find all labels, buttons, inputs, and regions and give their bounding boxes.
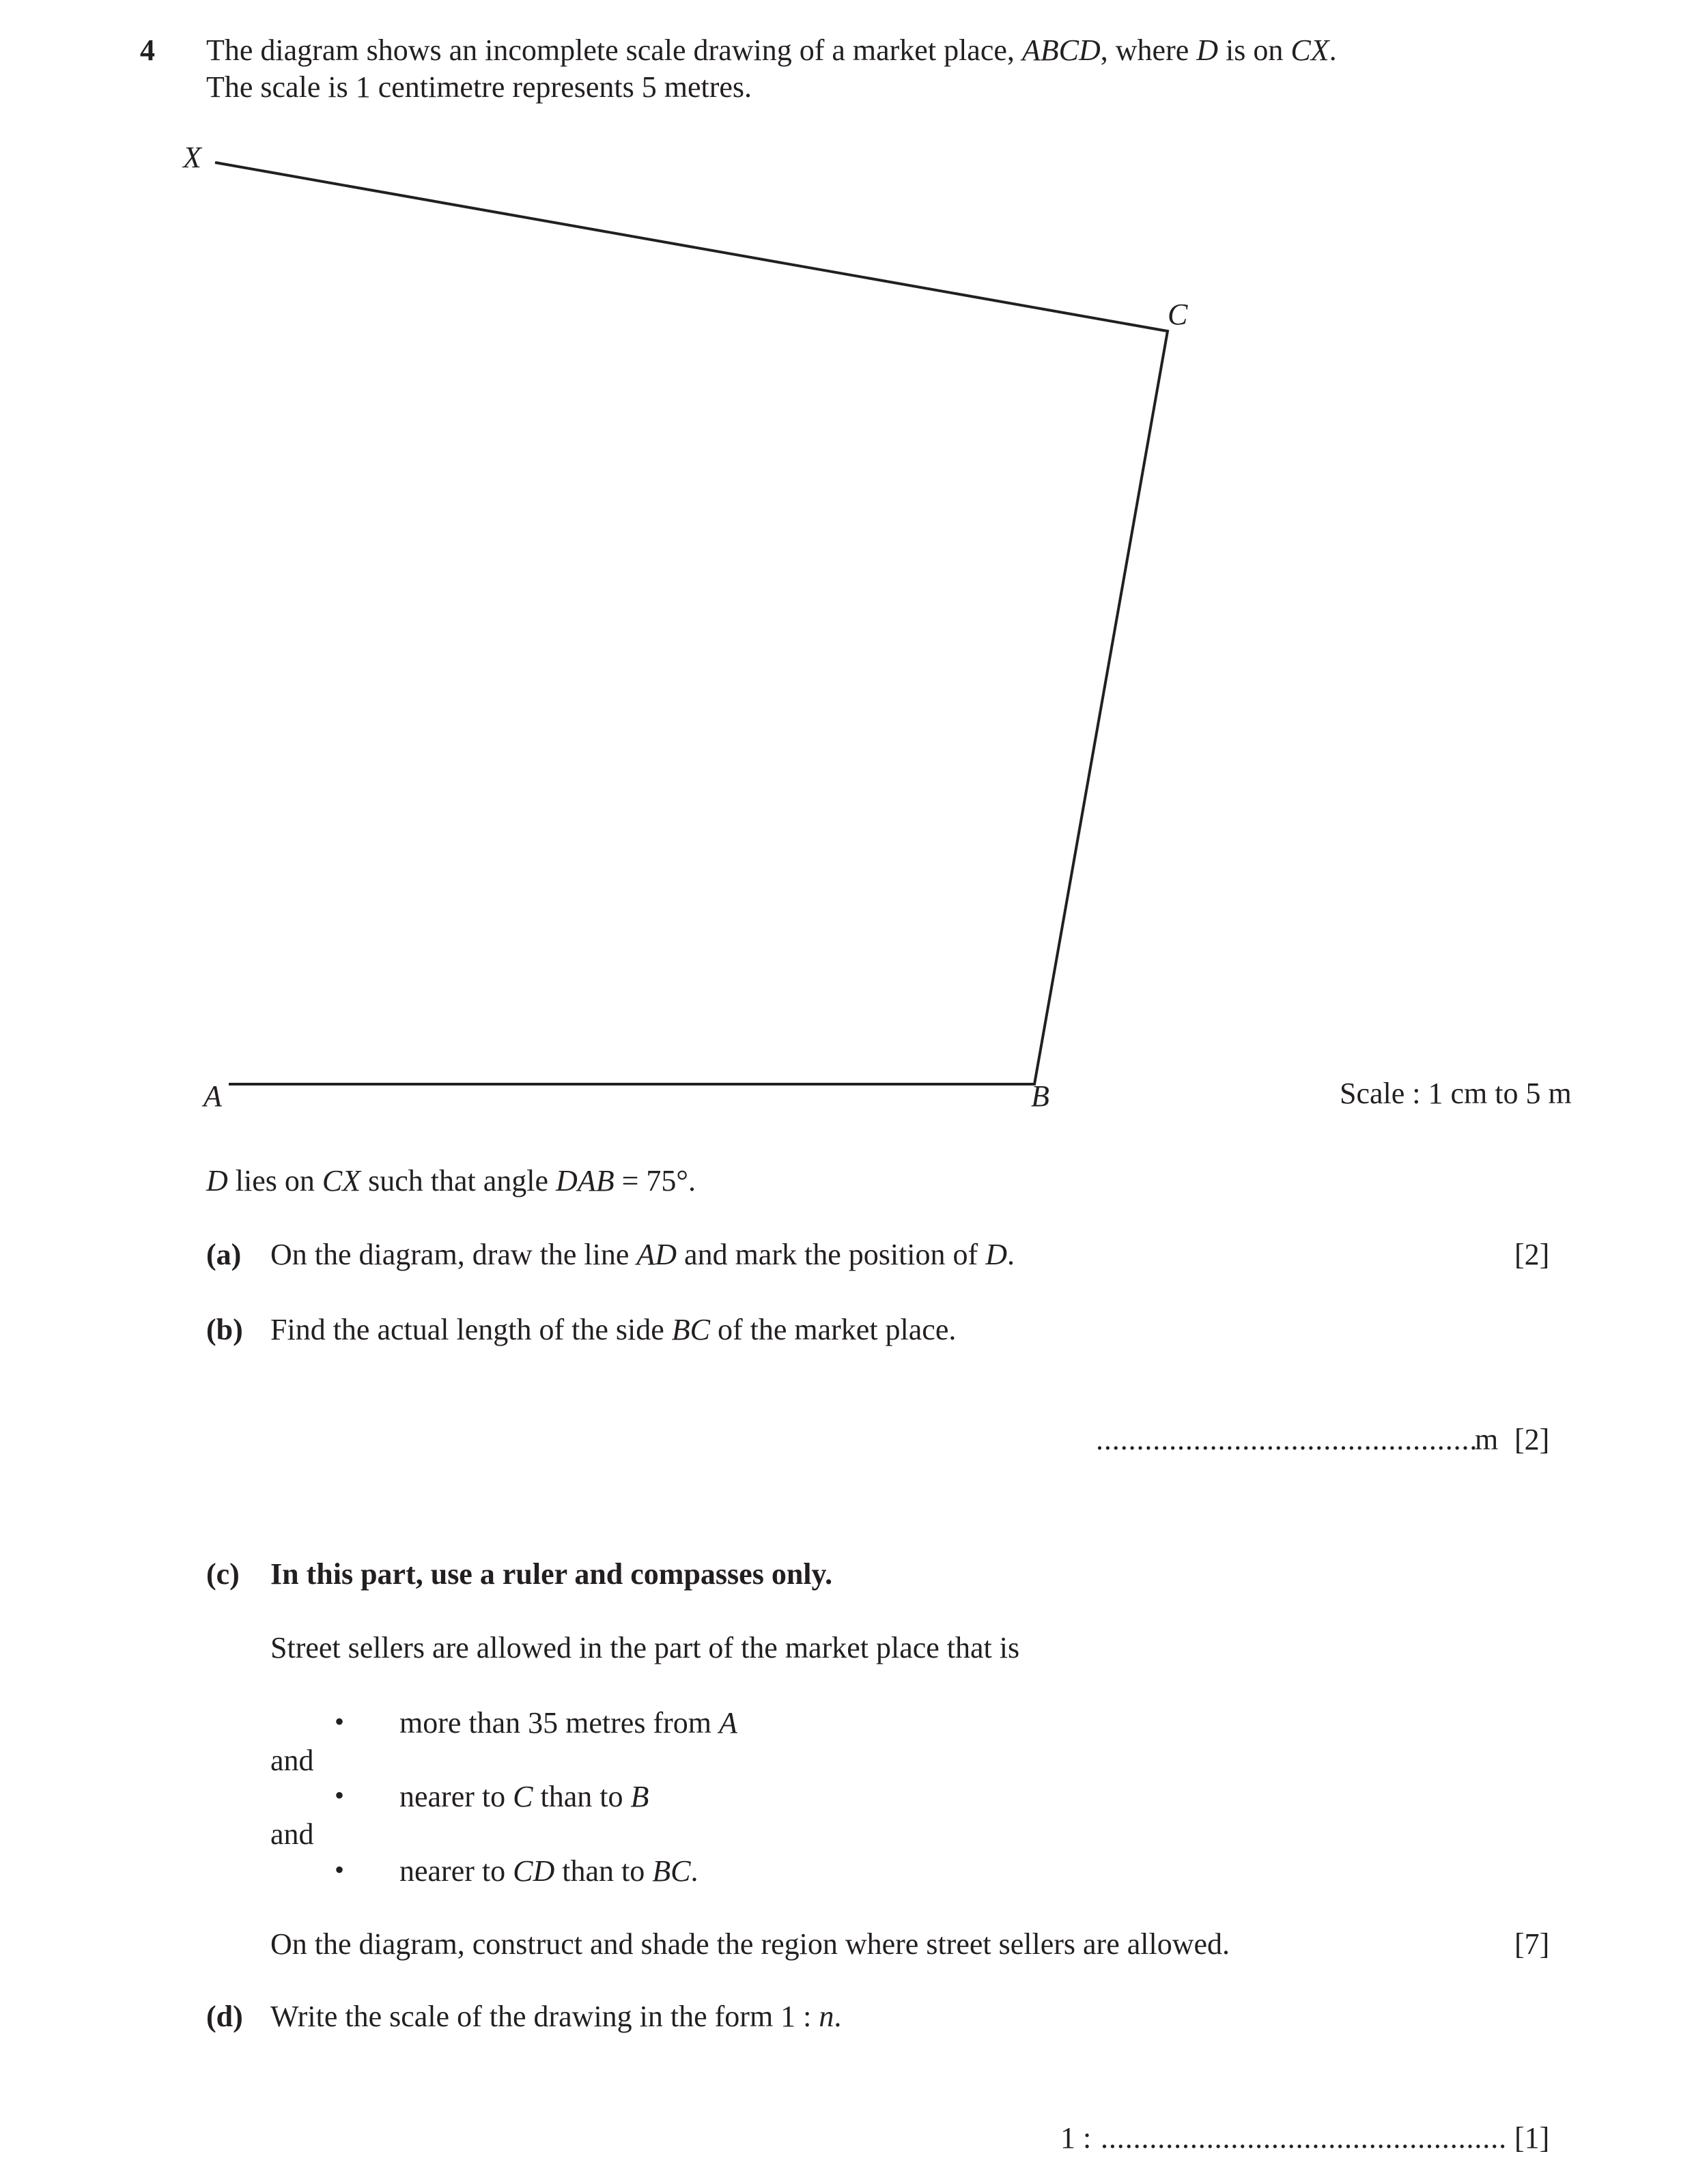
condition-2-b: B [630,1780,649,1813]
part-d-n: n [819,2000,834,2033]
condition-text [206,1166,696,1196]
part-c-task: On the diagram, construct and shade the region where street sellers are allowed. [270,1927,1230,1961]
intro-abcd: ABCD [1021,33,1101,67]
question-number: 4 [140,33,155,67]
condition-3-text-1: nearer to [399,1854,513,1888]
part-a-text [270,1240,1015,1270]
cond-text-3: = 75°. [614,1164,696,1197]
condition-2-c: C [513,1780,533,1813]
part-a-text-1: On the diagram, draw the line [270,1238,637,1271]
part-a-text-3: . [1006,1238,1015,1271]
condition-1 [399,1708,737,1738]
part-d-answer-line[interactable]: .................................................. [1101,2121,1507,2155]
intro-text-1: The diagram shows an incomplete scale drawing of a market place, [206,33,1022,67]
condition-1-text: more than 35 metres from [399,1706,719,1740]
label-b: B [1031,1079,1049,1113]
condition-2-text-2: than to [533,1780,631,1813]
part-b-text-1: Find the actual length of the side [270,1313,672,1346]
condition-2 [399,1782,649,1812]
part-a-label: (a) [206,1238,242,1271]
part-b-text [270,1315,956,1345]
bullet-3: • [335,1854,345,1885]
scale-label: Scale : 1 cm to 5 m [1340,1077,1572,1110]
part-b-marks: [2] [1514,1423,1550,1456]
label-a: A [203,1079,222,1113]
bullet-2: • [335,1780,345,1811]
part-b-answer-line[interactable]: ............................................... [1096,1423,1478,1456]
part-c-label: (c) [206,1557,240,1591]
part-d-label: (d) [206,2000,243,2033]
cond-dab: DAB [556,1164,615,1197]
condition-1-a: A [718,1706,737,1740]
intro-text-3: is on [1218,33,1291,67]
condition-3-bc: BC [652,1854,691,1888]
intro-cx: CX [1290,33,1329,67]
condition-3-text-2: than to [554,1854,653,1888]
condition-2-text-1: nearer to [399,1780,513,1813]
part-d-text [270,2002,841,2032]
condition-3-text-3: . [690,1854,698,1888]
intro-text-2: , where [1100,33,1197,67]
part-b-bc: BC [671,1313,710,1346]
part-b-text-2: of the market place. [709,1313,957,1346]
cond-text-1: lies on [227,1164,322,1197]
part-c-intro: Street sellers are allowed in the part of the market place that is [270,1631,1020,1664]
bullet-1: • [335,1706,345,1737]
part-a-text-2: and mark the position of [677,1238,986,1271]
part-d-marks: [1] [1514,2121,1550,2155]
part-d-text-1: Write the scale of the drawing in the form 1 : [270,2000,819,2033]
part-c-instruction: In this part, use a ruler and compasses only. [270,1557,833,1591]
intro-line-2: The scale is 1 centimetre represents 5 metres. [206,70,752,104]
part-d-text-2: . [834,2000,842,2033]
intro-d: D [1196,33,1219,67]
part-d-answer-prefix: 1 : [1060,2121,1092,2155]
part-a-marks: [2] [1514,1238,1550,1271]
part-b-label: (b) [206,1313,243,1346]
label-x: X [183,141,201,174]
cond-d: D [206,1164,228,1197]
intro-text-4: . [1329,33,1337,67]
part-a-d: D [985,1238,1007,1271]
connector-and-2: and [270,1817,314,1851]
connector-and-1: and [270,1744,314,1777]
part-a-ad: AD [636,1238,677,1271]
part-c-marks: [7] [1514,1927,1550,1961]
market-place-outline [215,162,1168,1084]
condition-3 [399,1856,698,1886]
label-c: C [1168,298,1188,331]
cond-cx: CX [322,1164,361,1197]
cond-text-2: such that angle [361,1164,556,1197]
condition-3-cd: CD [513,1854,555,1888]
part-b-unit: m [1475,1423,1499,1456]
